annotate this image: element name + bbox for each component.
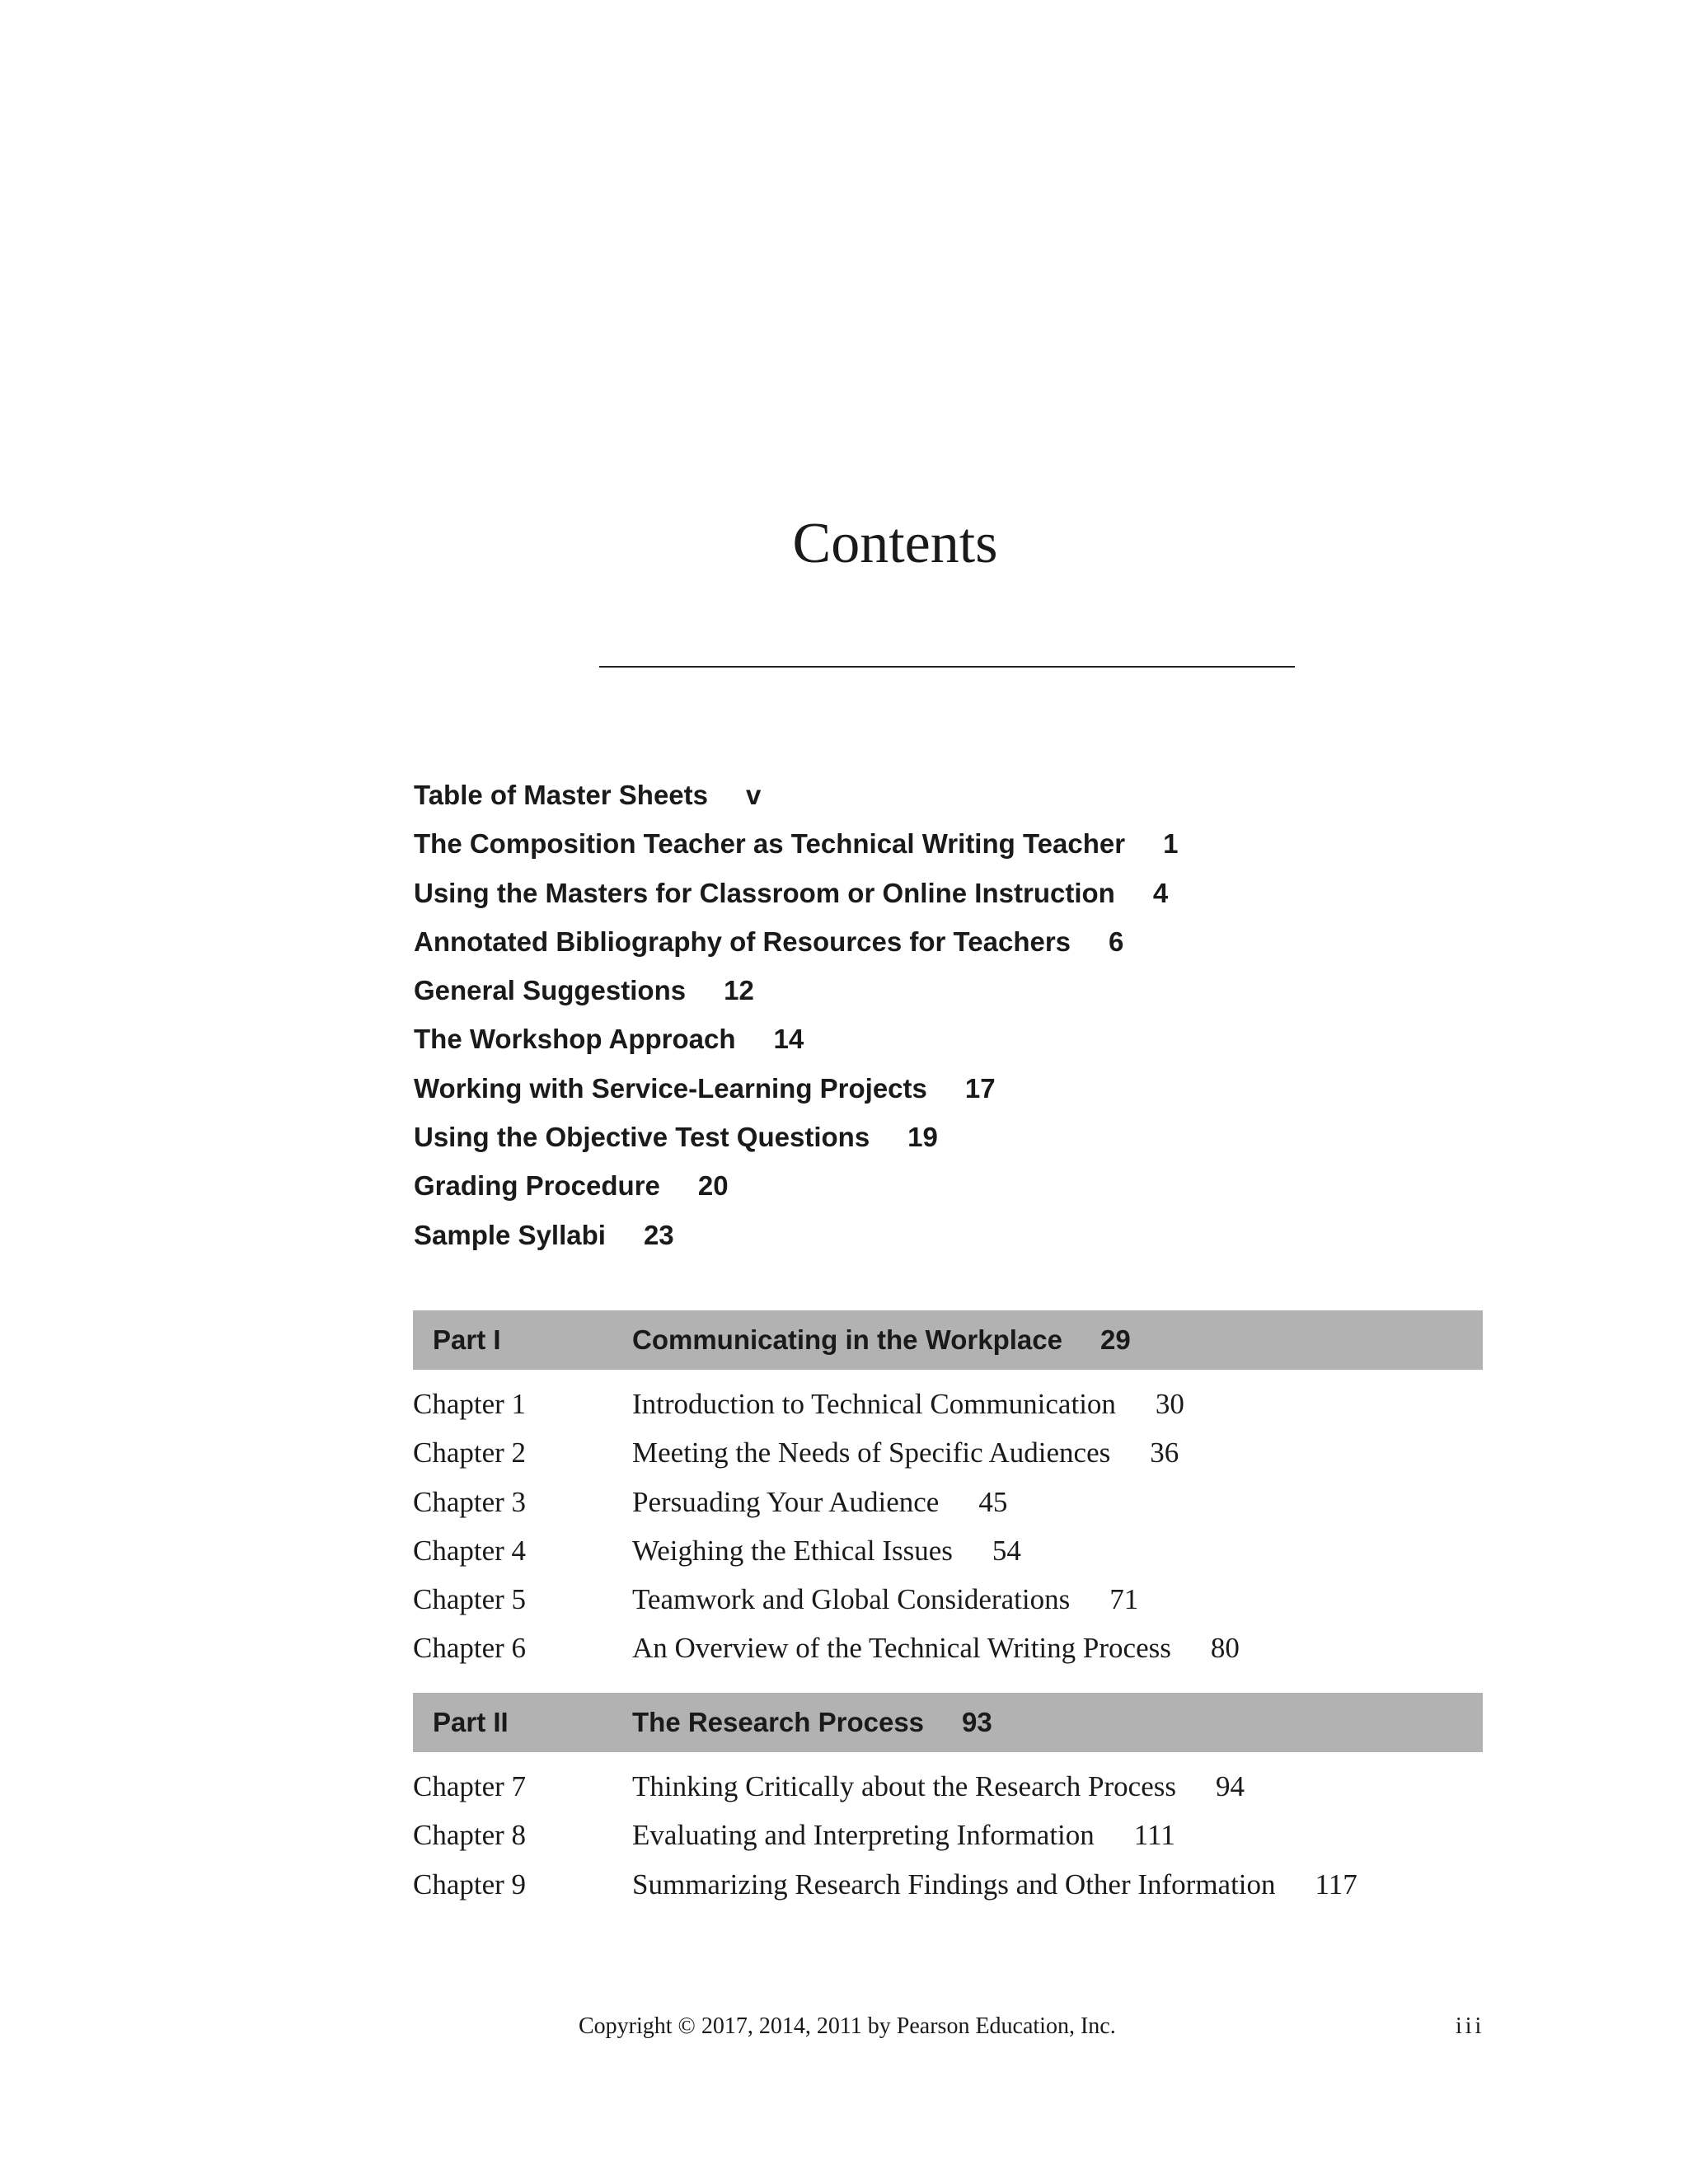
chapter-label: Chapter 5 (413, 1583, 527, 1616)
chapter-label: Chapter 7 (413, 1770, 527, 1802)
chapter-page: 117 (1315, 1868, 1357, 1900)
chapter-title-text: Meeting the Needs of Specific Audiences (632, 1436, 1111, 1469)
chapter-label: Chapter 3 (413, 1485, 527, 1518)
chapter-page: 71 (1109, 1583, 1139, 1616)
part-title-text: The Research Process (632, 1707, 925, 1737)
part-label: Part II (433, 1707, 509, 1737)
toc-entry[interactable] (414, 966, 1178, 1015)
toc-entry-title: Table of Master Sheets (414, 780, 708, 810)
page-title (0, 507, 1688, 581)
chapter-title (632, 1624, 1240, 1672)
toc-entry[interactable] (414, 1064, 1178, 1113)
part-title-text: Communicating in the Workplace (632, 1324, 1062, 1355)
chapter-label: Chapter 8 (413, 1819, 527, 1852)
chapter-title-text: Evaluating and Interpreting Information (632, 1819, 1095, 1852)
chapter-page: 54 (992, 1534, 1021, 1567)
chapter-label: Chapter 9 (413, 1868, 527, 1900)
chapter-label: Chapter 1 (413, 1388, 527, 1420)
toc-entry-title: Sample Syllabi (414, 1219, 606, 1250)
toc-entry-page: 23 (643, 1219, 674, 1250)
part-header-2[interactable] (413, 1693, 1483, 1752)
toc-entry-page: 19 (907, 1122, 938, 1153)
chapter-title (632, 1811, 1175, 1859)
chapter-page: 111 (1133, 1819, 1175, 1852)
part-label: Part I (433, 1324, 501, 1355)
toc-entry-title: Using the Objective Test Questions (414, 1122, 870, 1153)
part-header-1[interactable] (413, 1310, 1483, 1370)
chapter-page: 36 (1150, 1436, 1179, 1469)
chapter-title-text: Persuading Your Audience (632, 1485, 940, 1518)
toc-entry[interactable] (414, 917, 1178, 966)
chapter-label: Chapter 4 (413, 1534, 527, 1567)
toc-entry[interactable] (414, 1161, 1178, 1210)
chapter-title (632, 1860, 1357, 1909)
chapter-title-text: Summarizing Research Findings and Other Information (632, 1868, 1276, 1900)
toc-entry-page: 6 (1109, 926, 1124, 957)
toc-entry-page: 14 (773, 1024, 804, 1055)
chapter-title (632, 1762, 1245, 1811)
chapter-title (632, 1428, 1179, 1477)
chapter-title-text: Thinking Critically about the Research Process (632, 1770, 1176, 1802)
chapter-label: Chapter 2 (413, 1436, 527, 1469)
part-title (632, 1310, 1131, 1370)
toc-entry-title: General Suggestions (414, 975, 687, 1006)
copyright-notice: Copyright © 2017, 2014, 2011 by Pearson Education, Inc. (579, 2013, 1116, 2039)
page-number: iii (1456, 2013, 1485, 2039)
toc-entry-page: 20 (697, 1170, 729, 1202)
toc-entry[interactable] (414, 771, 1178, 819)
toc-entry[interactable] (414, 819, 1178, 868)
chapter-title (632, 1478, 1007, 1526)
part-page: 93 (962, 1707, 992, 1737)
toc-entry-page: 12 (724, 975, 754, 1006)
toc-entry-title: Working with Service-Learning Projects (414, 1072, 927, 1104)
toc-entry[interactable] (414, 1113, 1178, 1161)
chapter-page: 94 (1215, 1770, 1245, 1802)
toc-entry-title: Using the Masters for Classroom or Online Instruction (414, 877, 1115, 908)
chapter-title-text: Weighing the Ethical Issues (632, 1534, 953, 1567)
chapter-title-text: Teamwork and Global Considerations (632, 1583, 1071, 1616)
chapter-title (632, 1380, 1184, 1428)
part-title (632, 1693, 992, 1752)
chapter-page: 45 (978, 1485, 1008, 1518)
chapter-title-text: An Overview of the Technical Writing Process (632, 1632, 1171, 1665)
toc-entry[interactable] (414, 869, 1178, 917)
toc-entry-page: 17 (964, 1072, 996, 1104)
front-matter-list (414, 771, 1178, 1259)
chapter-title-text: Introduction to Technical Communication (632, 1388, 1116, 1420)
toc-entry-page: 1 (1163, 828, 1179, 860)
part-page: 29 (1100, 1324, 1131, 1355)
toc-entry-page: 4 (1152, 877, 1169, 908)
toc-entry-title: Annotated Bibliography of Resources for Teachers (414, 926, 1071, 957)
chapter-label: Chapter 6 (413, 1632, 527, 1665)
toc-entry-title: Grading Procedure (414, 1170, 660, 1202)
chapter-page: 80 (1210, 1632, 1240, 1665)
toc-entry[interactable] (414, 1015, 1178, 1063)
chapter-title (632, 1575, 1138, 1624)
toc-entry-title: The Composition Teacher as Technical Writing Teacher (414, 828, 1126, 860)
title-divider (599, 666, 1295, 668)
chapter-title (632, 1526, 1021, 1575)
page-title-text: Contents (792, 512, 998, 575)
toc-entry-page: v (746, 780, 762, 810)
toc-entry-title: The Workshop Approach (414, 1024, 736, 1055)
toc-entry[interactable] (414, 1211, 1178, 1259)
chapter-page: 30 (1155, 1388, 1184, 1420)
